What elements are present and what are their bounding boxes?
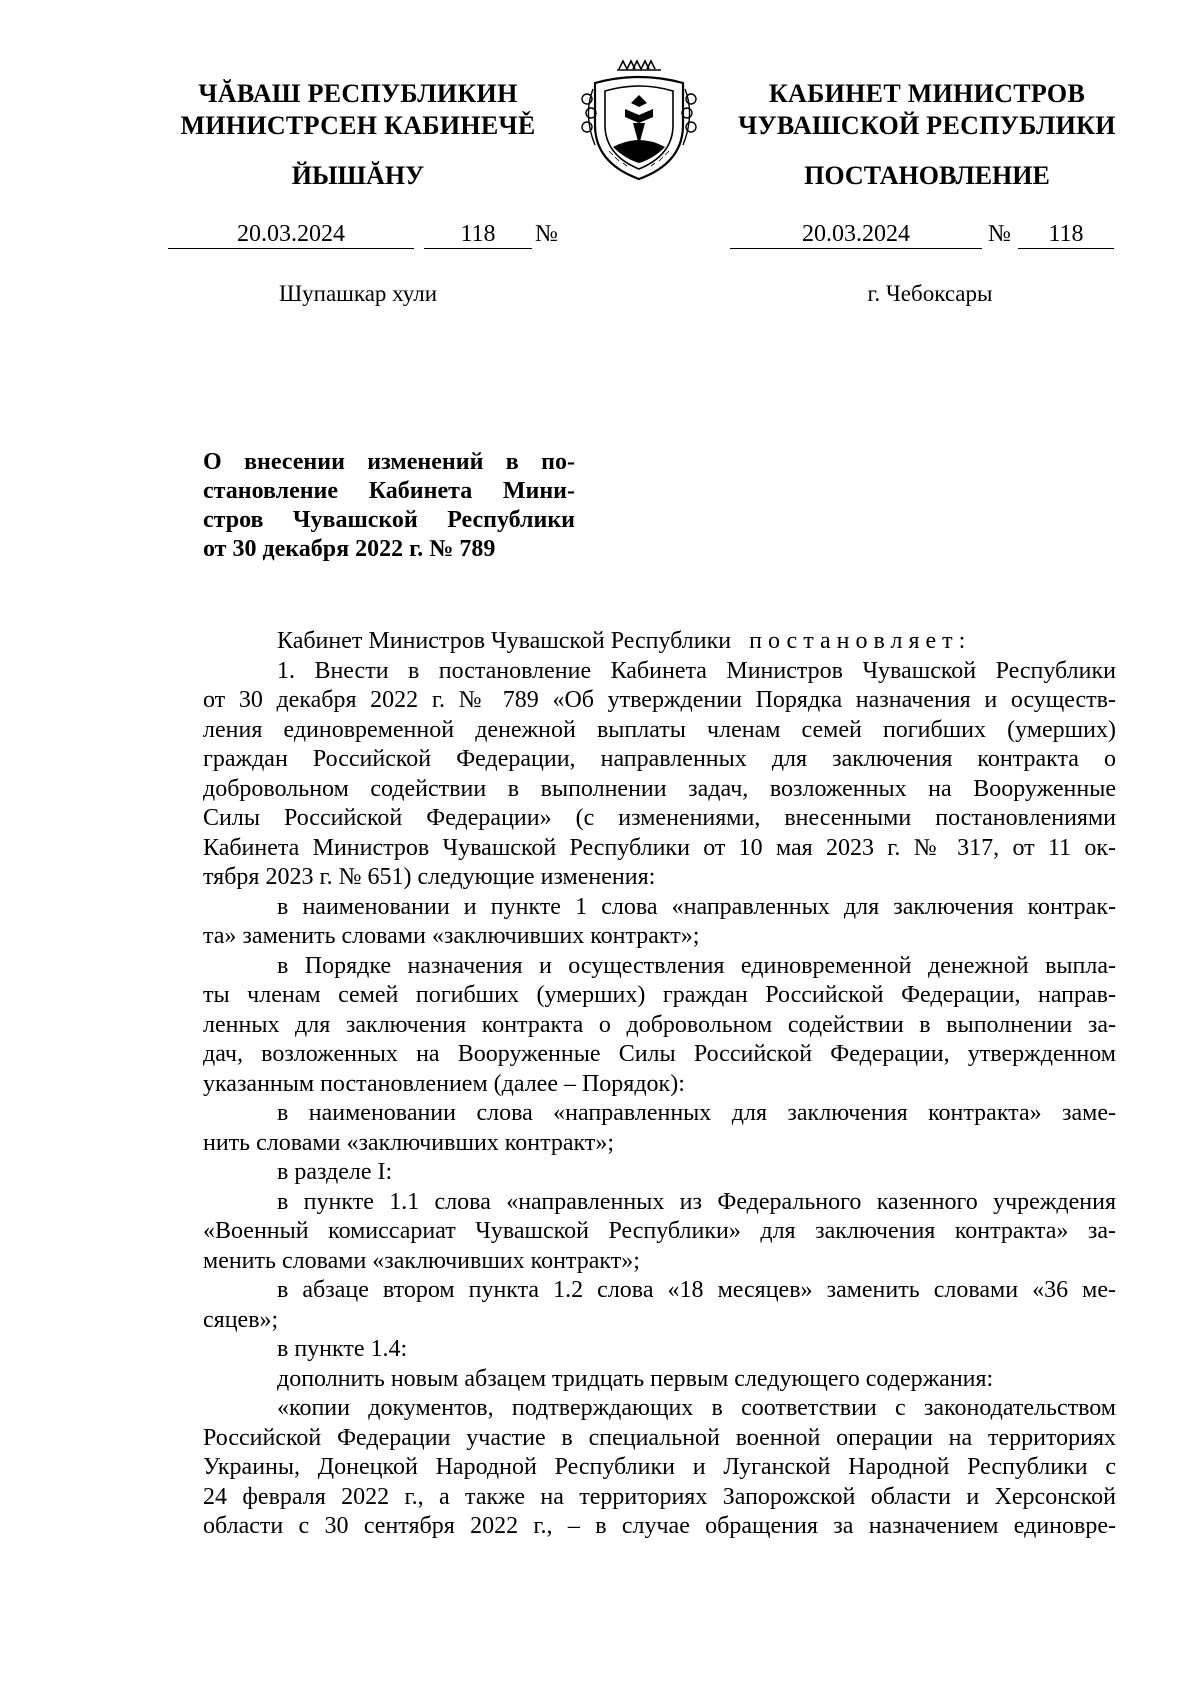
right-org-name <box>712 78 1142 142</box>
title-line: от 30 декабря 2022 г. № 789 <box>203 536 496 562</box>
left-org-line-2: МИНИСТРСЕН КАБИНЕЧĚ <box>180 111 536 140</box>
left-number-sign: № <box>535 221 558 247</box>
left-org-line-1: ЧĂВАШ РЕСПУБЛИКИН <box>198 79 518 108</box>
body-line: в абзаце втором пункта 1.2 слова «18 месяцев» заменить словами «36 ме- <box>277 1277 1116 1303</box>
document-title <box>203 448 575 564</box>
body-line: дополнить новым абзацем тридцать первым следующего содержания: <box>277 1365 994 1392</box>
body-line: граждан Российской Федерации, направленных для заключения контракта о <box>203 746 1116 772</box>
body-line: 24 февраля 2022 г., а также на территориях Запорожской области и Херсонской <box>203 1483 1116 1510</box>
body-line: в наименовании слова «направленных для заключения контракта» заме- <box>277 1100 1116 1126</box>
body-line: ления единовременной денежной выплаты членам семей погибших (умерших) <box>203 716 1116 743</box>
body-line: в пункте 1.4: <box>277 1336 408 1362</box>
right-number-sign: № <box>988 221 1011 247</box>
body-line: от 30 декабря 2022 г. № 789 «Об утверждении Порядка назначения и осуществ- <box>203 687 1116 713</box>
body-line: области с 30 сентября 2022 г., – в случае обращения за назначением единовре- <box>203 1513 1116 1539</box>
right-doc-type: ПОСТАНОВЛЕНИЕ <box>804 161 1050 190</box>
body-line: ленных для заключения контракта о добровольном содействии в выполнении за- <box>203 1011 1116 1038</box>
coat-of-arms-icon <box>573 55 705 185</box>
body-line: в Порядке назначения и осуществления единовременной денежной выпла- <box>277 952 1116 979</box>
left-number-field: 118 <box>424 220 532 249</box>
body-line: Кабинета Министров Чувашской Республики от 10 мая 2023 г. № 317, от 11 ок- <box>203 834 1116 861</box>
body-intro <box>203 627 1116 657</box>
body-line: ты членам семей погибших (умерших) граждан Российской Федерации, направ- <box>203 982 1116 1008</box>
left-org-name <box>148 78 568 142</box>
body-line: Украины, Донецкой Народной Республики и Луганской Народной Республики с <box>203 1454 1116 1480</box>
right-org-line-2: ЧУВАШСКОЙ РЕСПУБЛИКИ <box>738 111 1116 140</box>
right-number-field: 118 <box>1018 220 1114 249</box>
body-line: добровольном содействии в выполнении задач, возложенных на Вооруженные <box>203 775 1116 802</box>
body-line: сяцев»; <box>203 1306 279 1333</box>
right-org-line-1: КАБИНЕТ МИНИСТРОВ <box>768 79 1086 108</box>
intro-action: постановляет: <box>749 628 972 654</box>
body-line: «копии документов, подтверждающих в соответствии с законодательством <box>277 1395 1116 1421</box>
body-line: Российской Федерации участие в специальной военной операции на территориях <box>203 1424 1116 1451</box>
document-body <box>203 627 1116 1542</box>
left-doc-type: ЙЫШĂНУ <box>291 161 425 190</box>
body-line: тября 2023 г. № 651) следующие изменения: <box>203 864 656 890</box>
body-line: дач, возложенных на Вооруженные Силы Российской Федерации, утвержденном <box>203 1041 1116 1067</box>
title-line: становление Кабинета Мини- <box>203 478 575 504</box>
body-line: нить словами «заключивших контракт»; <box>203 1129 615 1156</box>
body-line: та» заменить словами «заключивших контракт»; <box>203 923 700 949</box>
body-line: указанным постановлением (далее – Порядок): <box>203 1070 685 1097</box>
body-line: Силы Российской Федерации» (с изменениями, внесенными постановлениями <box>203 805 1116 831</box>
right-date-field: 20.03.2024 <box>730 220 982 249</box>
body-line: менить словами «заключивших контракт»; <box>203 1247 640 1274</box>
right-place: г. Чебоксары <box>867 281 993 306</box>
title-line: стров Чувашской Республики <box>203 507 575 533</box>
left-date-field: 20.03.2024 <box>168 220 414 249</box>
left-place: Шупашкар хули <box>278 281 438 306</box>
title-line: О внесении изменений в по- <box>203 449 575 475</box>
intro-text: Кабинет Министров Чувашской Республики <box>277 628 732 654</box>
body-line: в разделе I: <box>277 1159 393 1185</box>
body-line: 1. Внести в постановление Кабинета Министров Чувашской Республики <box>277 657 1116 684</box>
body-line: в пункте 1.1 слова «направленных из Федерального казенного учреждения <box>277 1188 1116 1215</box>
body-line: в наименовании и пункте 1 слова «направленных для заключения контрак- <box>277 893 1116 920</box>
body-line: «Военный комиссариат Чувашской Республики» для заключения контракта» за- <box>203 1218 1116 1244</box>
